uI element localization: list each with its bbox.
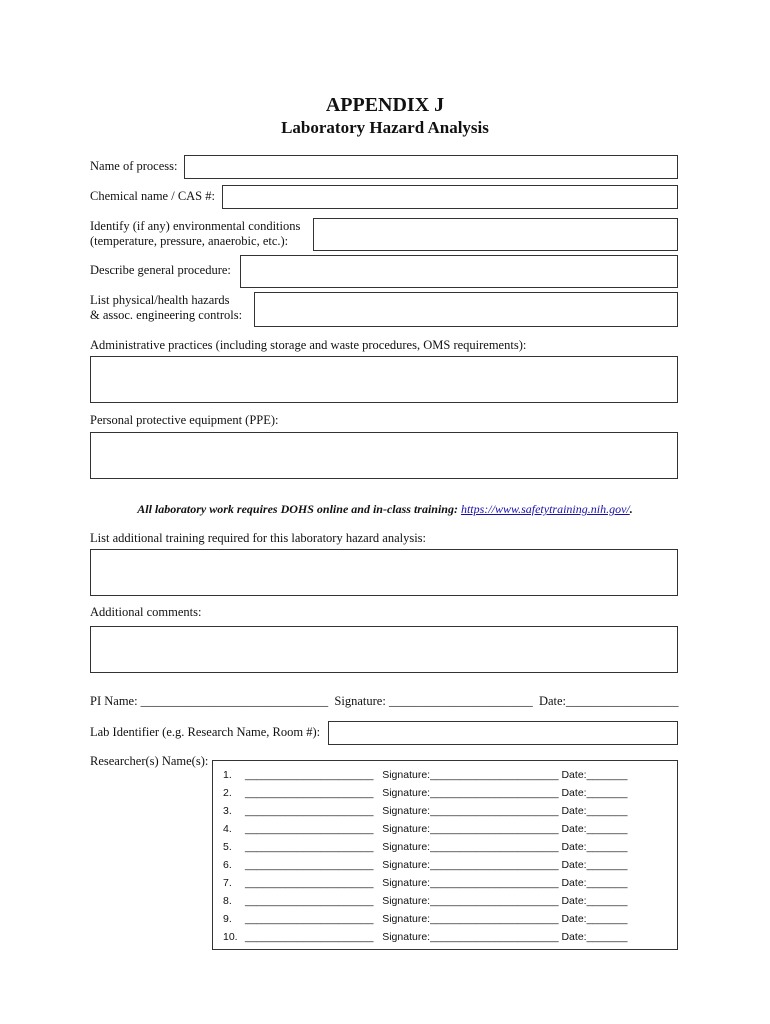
procedure-input[interactable] (240, 255, 678, 288)
row-fields: ______________________ Signature:______________________ Date:_______ (245, 805, 628, 817)
row-fields: ______________________ Signature:______________________ Date:_______ (245, 769, 628, 781)
environment-input[interactable] (313, 218, 678, 251)
row-number: 8. (223, 895, 232, 907)
form-title: Laboratory Hazard Analysis (281, 118, 489, 137)
row-fields: ______________________ Signature:______________________ Date:_______ (245, 823, 628, 835)
chemical-input[interactable] (222, 185, 678, 209)
researcher-row[interactable] (223, 913, 627, 925)
researcher-row[interactable] (223, 769, 627, 781)
row-fields: ______________________ Signature:______________________ Date:_______ (245, 931, 628, 943)
row-number: 7. (223, 877, 232, 889)
hazards-label: List physical/health hazards & assoc. engineering controls: (90, 293, 243, 322)
notice-text: All laboratory work requires DOHS online and in-class training (137, 502, 454, 516)
pi-signature-line[interactable]: PI Name: ______________________________ Signature: _______________________ Date:__________________ (90, 694, 679, 708)
researcher-row[interactable] (223, 841, 627, 853)
training-notice (0, 502, 770, 517)
researchers-label: Researcher(s) Name(s): (90, 754, 209, 768)
row-number: 2. (223, 787, 232, 799)
researcher-row[interactable] (223, 931, 627, 943)
ppe-input[interactable] (90, 432, 678, 479)
researcher-row[interactable] (223, 895, 627, 907)
admin-label: Administrative practices (including storage and waste procedures, OMS requirements): (90, 338, 527, 352)
notice-end: . (629, 502, 633, 516)
safety-training-link[interactable]: https://www.safetytraining.nih.gov/ (460, 502, 630, 516)
researcher-row[interactable] (223, 823, 627, 835)
comments-input[interactable] (90, 626, 678, 673)
training-label: List additional training required for this laboratory hazard analysis: (90, 531, 427, 545)
row-fields: ______________________ Signature:______________________ Date:_______ (245, 859, 628, 871)
row-fields: ______________________ Signature:______________________ Date:_______ (245, 895, 628, 907)
ppe-label: Personal protective equipment (PPE): (90, 413, 279, 427)
process-input[interactable] (184, 155, 678, 179)
environment-label: Identify (if any) environmental conditions (temperature, pressure, anaerobic, etc.): (90, 219, 301, 248)
hazards-input[interactable] (254, 292, 678, 327)
row-fields: ______________________ Signature:______________________ Date:_______ (245, 787, 628, 799)
row-fields: ______________________ Signature:______________________ Date:_______ (245, 841, 628, 853)
training-input[interactable] (90, 549, 678, 596)
appendix-heading: APPENDIX J (325, 94, 445, 116)
researcher-row[interactable] (223, 787, 627, 799)
comments-label: Additional comments: (90, 605, 202, 619)
process-label: Name of process: (90, 159, 178, 173)
researcher-row[interactable] (223, 877, 627, 889)
lab-id-input[interactable] (328, 721, 678, 745)
notice-sep: : (453, 502, 461, 516)
lab-id-label: Lab Identifier (e.g. Research Name, Room #): (90, 725, 321, 739)
researchers-list (212, 760, 678, 950)
row-number: 6. (223, 859, 232, 871)
researcher-row[interactable] (223, 859, 627, 871)
procedure-label: Describe general procedure: (90, 263, 231, 277)
admin-input[interactable] (90, 356, 678, 403)
row-number: 1. (223, 769, 232, 781)
row-number: 4. (223, 823, 232, 835)
row-fields: ______________________ Signature:______________________ Date:_______ (245, 877, 628, 889)
row-number: 3. (223, 805, 232, 817)
row-fields: ______________________ Signature:______________________ Date:_______ (245, 913, 628, 925)
researcher-row[interactable] (223, 805, 627, 817)
row-number: 5. (223, 841, 232, 853)
chemical-label: Chemical name / CAS #: (90, 189, 215, 203)
row-number: 10. (223, 931, 238, 943)
row-number: 9. (223, 913, 232, 925)
